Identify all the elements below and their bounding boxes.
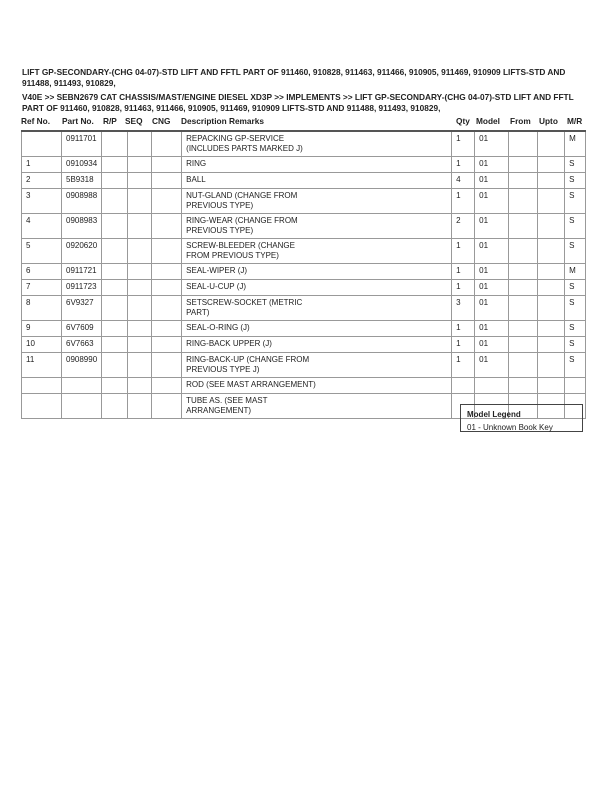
cell-description: BALL [182, 173, 452, 189]
table-row [22, 214, 586, 239]
cell-description: RING-WEAR (CHANGE FROM PREVIOUS TYPE) [182, 214, 452, 239]
cell-part-no: 0911721 [62, 264, 102, 280]
cell-mr: S [565, 280, 586, 296]
cell-upto [538, 337, 565, 353]
cell-rp [102, 264, 128, 280]
cell-from [509, 280, 538, 296]
table-row [22, 189, 586, 214]
cell-from [509, 214, 538, 239]
cell-ref-no: 8 [22, 296, 62, 321]
cell-seq [128, 239, 152, 264]
cell-cng [152, 394, 182, 419]
cell-cng [152, 337, 182, 353]
cell-ref-no: 2 [22, 173, 62, 189]
col-rp: R/P [103, 116, 117, 126]
cell-ref-no: 1 [22, 157, 62, 173]
cell-cng [152, 296, 182, 321]
cell-model: 01 [475, 353, 509, 378]
cell-seq [128, 264, 152, 280]
breadcrumb: V40E >> SEBN2679 CAT CHASSIS/MAST/ENGINE DIESEL XD3P >> IMPLEMENTS >> LIFT GP-SECONDARY-(CHG 04-07)-STD LIFT AND FFTL PART OF 911460, 910828, 911463, 911466, 910905, 911469, 910909 LIFTS-STD AND 911488, 911493, 910829, [22, 92, 574, 113]
model-legend [460, 404, 583, 432]
cell-mr: S [565, 214, 586, 239]
legend-item: 01 - Unknown Book Key [467, 423, 553, 432]
cell-ref-no: 4 [22, 214, 62, 239]
cell-cng [152, 131, 182, 157]
cell-seq [128, 131, 152, 157]
cell-part-no: 0908990 [62, 353, 102, 378]
cell-rp [102, 337, 128, 353]
cell-rp [102, 280, 128, 296]
cell-from [509, 173, 538, 189]
cell-model: 01 [475, 131, 509, 157]
col-qty: Qty [456, 116, 470, 126]
cell-ref-no: 7 [22, 280, 62, 296]
cell-qty: 1 [452, 131, 475, 157]
cell-qty: 1 [452, 239, 475, 264]
cell-cng [152, 280, 182, 296]
table-row [22, 264, 586, 280]
cell-seq [128, 157, 152, 173]
cell-upto [538, 296, 565, 321]
cell-seq [128, 378, 152, 394]
cell-part-no [62, 378, 102, 394]
cell-model: 01 [475, 189, 509, 214]
cell-description: TUBE AS. (SEE MAST ARRANGEMENT) [182, 394, 452, 419]
cell-part-no: 5B9318 [62, 173, 102, 189]
cell-rp [102, 214, 128, 239]
cell-from [509, 353, 538, 378]
cell-part-no: 0908983 [62, 214, 102, 239]
cell-ref-no: 5 [22, 239, 62, 264]
page-title: LIFT GP-SECONDARY-(CHG 04-07)-STD LIFT AND FFTL PART OF 911460, 910828, 911463, 911466, 910905, 911469, 910909 LIFTS-STD AND 911488, 911493, 910829, [22, 67, 566, 88]
cell-part-no: 6V7663 [62, 337, 102, 353]
table-row [22, 337, 586, 353]
cell-rp [102, 189, 128, 214]
cell-seq [128, 337, 152, 353]
cell-description: RING-BACK UPPER (J) [182, 337, 452, 353]
cell-mr: S [565, 157, 586, 173]
cell-rp [102, 321, 128, 337]
cell-from [509, 189, 538, 214]
cell-upto [538, 173, 565, 189]
cell-mr: S [565, 321, 586, 337]
cell-qty: 1 [452, 264, 475, 280]
cell-description: SCREW-BLEEDER (CHANGE FROM PREVIOUS TYPE) [182, 239, 452, 264]
cell-seq [128, 280, 152, 296]
col-mr: M/R [567, 116, 583, 126]
cell-part-no: 6V9327 [62, 296, 102, 321]
legend-title: Model Legend [467, 410, 521, 419]
table-row [22, 378, 586, 394]
cell-description: ROD (SEE MAST ARRANGEMENT) [182, 378, 452, 394]
cell-upto [538, 264, 565, 280]
cell-ref-no [22, 378, 62, 394]
cell-qty: 1 [452, 280, 475, 296]
cell-qty: 1 [452, 157, 475, 173]
cell-rp [102, 131, 128, 157]
table-row [22, 280, 586, 296]
cell-rp [102, 378, 128, 394]
cell-from [509, 239, 538, 264]
cell-ref-no: 9 [22, 321, 62, 337]
cell-model: 01 [475, 321, 509, 337]
cell-upto [538, 189, 565, 214]
cell-part-no [62, 394, 102, 419]
table-row [22, 157, 586, 173]
cell-model: 01 [475, 296, 509, 321]
cell-cng [152, 189, 182, 214]
col-seq: SEQ [125, 116, 143, 126]
table-row [22, 239, 586, 264]
cell-ref-no: 6 [22, 264, 62, 280]
cell-description: NUT-GLAND (CHANGE FROM PREVIOUS TYPE) [182, 189, 452, 214]
col-cng: CNG [152, 116, 171, 126]
cell-cng [152, 321, 182, 337]
table-row [22, 353, 586, 378]
cell-seq [128, 353, 152, 378]
cell-rp [102, 394, 128, 419]
cell-mr: S [565, 296, 586, 321]
cell-upto [538, 214, 565, 239]
table-row [22, 173, 586, 189]
cell-cng [152, 264, 182, 280]
cell-from [509, 131, 538, 157]
cell-description: REPACKING GP-SERVICE (INCLUDES PARTS MARKED J) [182, 131, 452, 157]
cell-mr: S [565, 189, 586, 214]
cell-ref-no: 11 [22, 353, 62, 378]
cell-seq [128, 173, 152, 189]
cell-seq [128, 296, 152, 321]
cell-seq [128, 189, 152, 214]
cell-description: RING-BACK-UP (CHANGE FROM PREVIOUS TYPE J) [182, 353, 452, 378]
cell-qty: 1 [452, 353, 475, 378]
cell-ref-no [22, 131, 62, 157]
cell-qty: 1 [452, 189, 475, 214]
cell-description: SEAL-WIPER (J) [182, 264, 452, 280]
cell-seq [128, 214, 152, 239]
cell-qty [452, 378, 475, 394]
cell-from [509, 296, 538, 321]
cell-upto [538, 280, 565, 296]
cell-description: SETSCREW-SOCKET (METRIC PART) [182, 296, 452, 321]
col-from: From [510, 116, 531, 126]
cell-description: SEAL-O-RING (J) [182, 321, 452, 337]
cell-qty: 2 [452, 214, 475, 239]
cell-mr [565, 378, 586, 394]
cell-mr: S [565, 173, 586, 189]
cell-upto [538, 321, 565, 337]
cell-seq [128, 321, 152, 337]
col-part: Part No. [62, 116, 94, 126]
cell-part-no: 6V7609 [62, 321, 102, 337]
cell-mr: M [565, 264, 586, 280]
cell-mr: S [565, 239, 586, 264]
cell-part-no: 0911723 [62, 280, 102, 296]
cell-ref-no: 3 [22, 189, 62, 214]
cell-mr: S [565, 353, 586, 378]
cell-cng [152, 157, 182, 173]
cell-model: 01 [475, 157, 509, 173]
cell-qty: 1 [452, 337, 475, 353]
cell-rp [102, 353, 128, 378]
col-model: Model [476, 116, 500, 126]
col-desc: Description Remarks [181, 116, 265, 126]
cell-upto [538, 353, 565, 378]
cell-from [509, 157, 538, 173]
cell-qty: 3 [452, 296, 475, 321]
cell-cng [152, 173, 182, 189]
cell-part-no: 0911701 [62, 131, 102, 157]
cell-from [509, 321, 538, 337]
cell-from [509, 264, 538, 280]
cell-model: 01 [475, 264, 509, 280]
cell-ref-no: 10 [22, 337, 62, 353]
cell-model: 01 [475, 280, 509, 296]
cell-seq [128, 394, 152, 419]
cell-part-no: 0920620 [62, 239, 102, 264]
cell-rp [102, 239, 128, 264]
table-row [22, 131, 586, 157]
cell-upto [538, 157, 565, 173]
cell-qty: 1 [452, 321, 475, 337]
cell-model: 01 [475, 214, 509, 239]
cell-cng [152, 214, 182, 239]
cell-from [509, 337, 538, 353]
cell-upto [538, 378, 565, 394]
cell-upto [538, 239, 565, 264]
cell-description: SEAL-U-CUP (J) [182, 280, 452, 296]
cell-mr: M [565, 131, 586, 157]
cell-rp [102, 296, 128, 321]
cell-rp [102, 157, 128, 173]
cell-upto [538, 131, 565, 157]
cell-cng [152, 353, 182, 378]
cell-qty: 4 [452, 173, 475, 189]
cell-cng [152, 239, 182, 264]
cell-model: 01 [475, 239, 509, 264]
cell-part-no: 0908988 [62, 189, 102, 214]
cell-part-no: 0910934 [62, 157, 102, 173]
col-upto: Upto [539, 116, 558, 126]
table-row [22, 321, 586, 337]
cell-cng [152, 378, 182, 394]
table-row [22, 296, 586, 321]
parts-table [21, 130, 586, 419]
col-ref: Ref No. [21, 116, 51, 126]
cell-rp [102, 173, 128, 189]
cell-model: 01 [475, 337, 509, 353]
cell-ref-no [22, 394, 62, 419]
cell-mr: S [565, 337, 586, 353]
cell-description: RING [182, 157, 452, 173]
cell-model [475, 378, 509, 394]
cell-from [509, 378, 538, 394]
cell-model: 01 [475, 173, 509, 189]
